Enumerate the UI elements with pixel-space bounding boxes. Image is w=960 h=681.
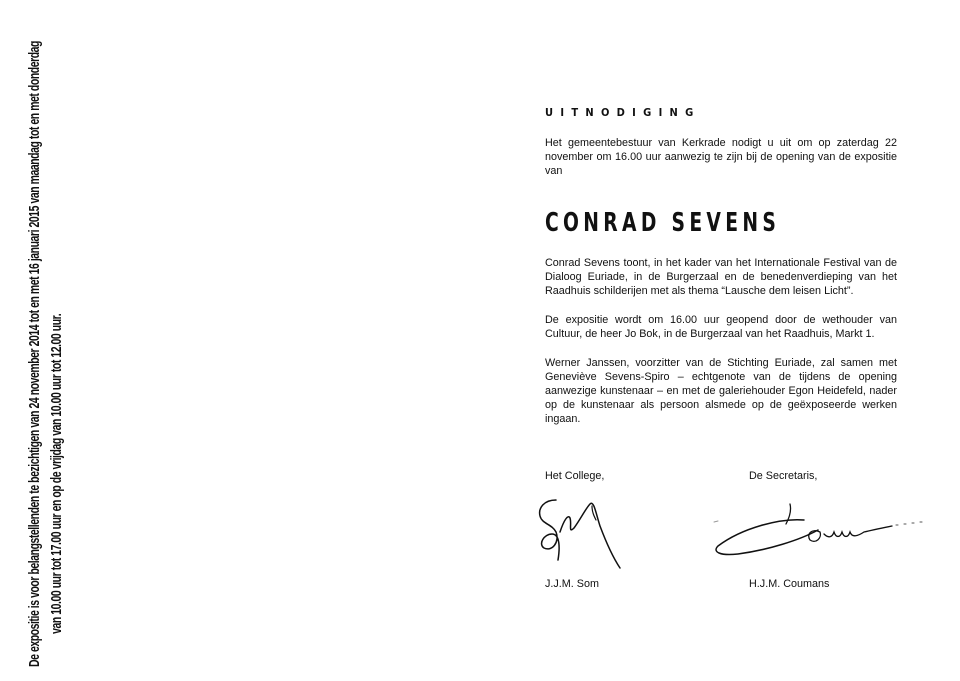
artist-name: CONRAD SEVENS <box>545 208 781 238</box>
exhibition-hours-line-1: De expositie is voor belangstellenden te bezichtigen van 24 november 2014 tot en met 16 januari 2015 van maandag tot en met donderdag <box>27 41 43 667</box>
invitation-body <box>545 100 897 441</box>
signature-role-secretaris: De Secretaris, <box>749 470 818 482</box>
paragraph-opening: De expositie wordt om 16.00 uur geopend door de wethouder van Cultuur, de heer Jo Bok, in de Burgerzaal van het Raadhuis, Markt 1. <box>545 314 897 340</box>
exhibition-hours-note <box>24 7 68 667</box>
signature-name-coumans: H.J.M. Coumans <box>749 578 830 590</box>
signature-som-handwritten <box>530 494 640 574</box>
signature-name-som: J.J.M. Som <box>545 578 599 590</box>
signature-coumans-handwritten <box>708 494 933 564</box>
paragraph-festival: Conrad Sevens toont, in het kader van het Internationale Festival van de Dialoog Euriade, in de Burgerzaal en de benedenverdieping van het Raadhuis schilderijen met als thema “Lausche dem leisen Licht”. <box>545 257 897 297</box>
exhibition-hours-line-2: van 10.00 uur tot 17.00 uur en op de vrijdag van 10.00 uur tot 12.00 uur. <box>49 313 65 634</box>
invitation-intro: Het gemeentebestuur van Kerkrade nodigt u uit om op zaterdag 22 november om 16.00 uur aanwezig te zijn bij de opening van de expositie van <box>545 137 897 177</box>
invitation-heading: UITNODIGING <box>545 106 701 119</box>
signature-role-college: Het College, <box>545 470 605 482</box>
paragraph-speakers: Werner Janssen, voorzitter van de Stichting Euriade, zal samen met Geneviève Sevens-Spiro – echtgenote van de tijdens de opening aanwezige kunstenaar – en met de galeriehouder Egon Heidefeld, nader op de kunstenaar als persoon alsmede op de geëxposeerde werken ingaan. <box>545 357 897 425</box>
